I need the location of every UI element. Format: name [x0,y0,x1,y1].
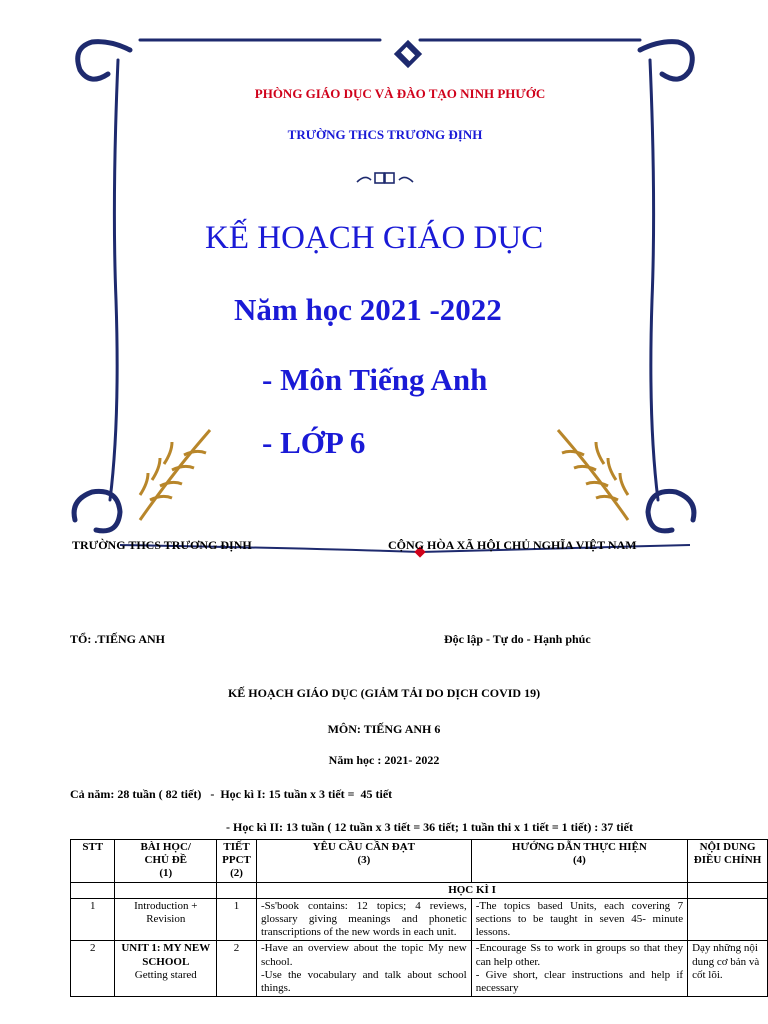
row-lesson: Introduction + Revision [115,898,217,941]
cover-school-year: Năm học 2021 -2022 [234,292,502,327]
header-period: TIẾT PPCT (2) [217,840,257,883]
header-group: TỔ: .TIẾNG ANH [70,632,166,646]
cover-grade: - LỚP 6 [262,425,366,460]
wheat-ornament-left [140,430,210,520]
school-name: TRƯỜNG THCS TRƯƠNG ĐỊNH [287,127,483,142]
row-period: 2 [217,941,257,997]
cover-title: KẾ HOẠCH GIÁO DỤC [205,220,544,256]
book-ornament-icon [355,170,415,186]
wheat-ornament-right [558,430,628,520]
row-adjust [688,898,768,941]
row-guide: -Encourage Ss to work in groups so that they can help other. - Give short, clear instructions and help if necessary [471,941,687,997]
cover-subject: - Môn Tiếng Anh [262,362,488,397]
header-guide: HƯỚNG DẪN THỰC HIỆN (4) [471,840,687,883]
row-requirements: -Have an overview about the topic My new school. -Use the vocabulary and talk about school things. [256,941,471,997]
plan-title: KẾ HOẠCH GIÁO DỤC (GIẢM TẢI DO DỊCH COVID 19) [227,686,541,700]
plan-subject: MÔN: TIẾNG ANH 6 [327,722,441,736]
header-requirements: YÊU CẦU CẦN ĐẠT (3) [256,840,471,883]
plan-year: Năm học : 2021- 2022 [328,753,440,767]
header-school: TRƯỜNG THCS TRƯƠNG ĐỊNH [72,538,252,552]
header-republic: CỘNG HÒA XÃ HỘI CHỦ NGHĨA VIỆT NAM [388,538,637,552]
department-name: PHÒNG GIÁO DỤC VÀ ĐÀO TẠO NINH PHƯỚC [254,86,546,101]
row-adjust: Dạy những nội dung cơ bản và cốt lõi. [688,941,768,997]
semester-label: HỌC KÌ I [256,882,687,898]
header-stt: STT [71,840,115,883]
lesson-plan-table [70,839,768,997]
header-lesson: BÀI HỌC/ CHỦ ĐỀ (1) [115,840,217,883]
row-guide: -The topics based Units, each covering 7 sections to be taught in seven 45- minute lessons. [471,898,687,941]
table-row [71,941,768,997]
row-stt: 2 [71,941,115,997]
header-adjust: NỘI DUNG ĐIỀU CHỈNH [688,840,768,883]
row-period: 1 [217,898,257,941]
plan-summary-semester2: - Học kì II: 13 tuần ( 12 tuần x 3 tiết = 36 tiết; 1 tuần thi x 1 tiết = 1 tiết) : 37 tiết [226,820,633,834]
row-lesson: UNIT 1: MY NEW SCHOOL Getting stared [115,941,217,997]
row-requirements: -Ss'book contains: 12 topics; 4 reviews, glossary giving meanings and phonetic transcriptions of the new words in each unit. [256,898,471,941]
table-header-row [71,840,768,883]
plan-summary-year: Cả năm: 28 tuần ( 82 tiết) - Học kì I: 15 tuần x 3 tiết = 45 tiết [70,787,393,801]
header-motto: Độc lập - Tự do - Hạnh phúc [444,632,591,646]
table-row [71,898,768,941]
table-semester-row [71,882,768,898]
row-stt: 1 [71,898,115,941]
